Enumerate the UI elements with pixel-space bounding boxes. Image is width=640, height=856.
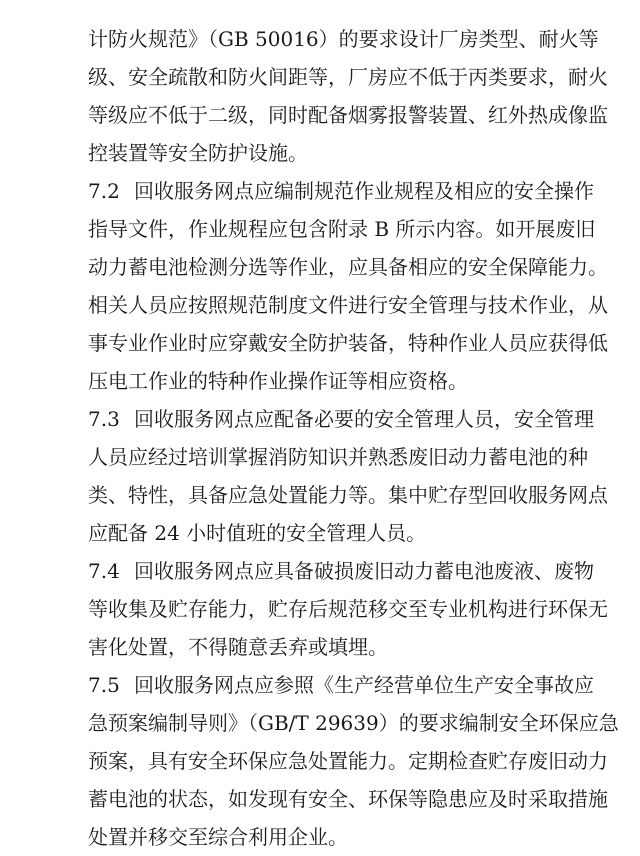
text-line — [88, 666, 594, 704]
text-line: 动力蓄电池检测分选等作业，应具备相应的安全保障能力。 — [88, 255, 608, 279]
clause-number: 7.3 — [88, 407, 120, 431]
text-line: 控装置等安全防护设施。 — [88, 141, 308, 165]
text-line — [88, 172, 594, 210]
clause-number: 7.4 — [88, 559, 120, 583]
clause-text: 回收服务网点应编制规范作业规程及相应的安全操作 — [134, 179, 594, 203]
clause-text: 回收服务网点应具备破损废旧动力蓄电池废液、废物 — [134, 559, 594, 583]
text-line: 处置并移交至综合利用企业。 — [88, 825, 348, 849]
text-line: 相关人员应按照规范制度文件进行安全管理与技术作业，从 — [88, 293, 608, 317]
text-line: 压电工作业的特种作业操作证等相应资格。 — [88, 369, 468, 393]
clause-number: 7.5 — [88, 673, 120, 697]
text-line: 蓄电池的状态，如发现有安全、环保等隐患应及时采取措施 — [88, 787, 608, 811]
clause-text: 回收服务网点应参照《生产经营单位生产安全事故应 — [134, 673, 594, 697]
text-line: 人员应经过培训掌握消防知识并熟悉废旧动力蓄电池的种 — [88, 445, 588, 469]
clause-7-2 — [88, 172, 608, 400]
text-line: 预案，具有安全环保应急处置能力。定期检查贮存废旧动力 — [88, 749, 608, 773]
clause-text: 回收服务网点应配备必要的安全管理人员，安全管理 — [134, 407, 594, 431]
text-line: 级、安全疏散和防火间距等，厂房应不低于丙类要求，耐火 — [88, 65, 608, 89]
text-line — [88, 552, 594, 590]
text-line: 等级应不低于二级，同时配备烟雾报警装置、红外热成像监 — [88, 103, 608, 127]
text-line: 等收集及贮存能力，贮存后规范移交至专业机构进行环保无 — [88, 597, 608, 621]
text-line: 计防火规范》（GB 50016）的要求设计厂房类型、耐火等 — [88, 27, 599, 51]
paragraph-continuation — [88, 20, 608, 172]
text-line: 指导文件，作业规程应包含附录 B 所示内容。如开展废旧 — [88, 217, 596, 241]
text-line: 类、特性，具备应急处置能力等。集中贮存型回收服务网点 — [88, 483, 608, 507]
text-line: 事专业作业时应穿戴安全防护装备，特种作业人员应获得低 — [88, 331, 608, 355]
text-line: 急预案编制导则》（GB/T 29639）的要求编制安全环保应急 — [88, 711, 619, 735]
text-line: 应配备 24 小时值班的安全管理人员。 — [88, 521, 427, 545]
clause-7-3 — [88, 400, 608, 552]
text-line — [88, 400, 594, 438]
clause-number: 7.2 — [88, 179, 120, 203]
text-line: 害化处置，不得随意丢弃或填埋。 — [88, 635, 388, 659]
clause-7-5 — [88, 666, 619, 856]
clause-7-4 — [88, 552, 608, 666]
